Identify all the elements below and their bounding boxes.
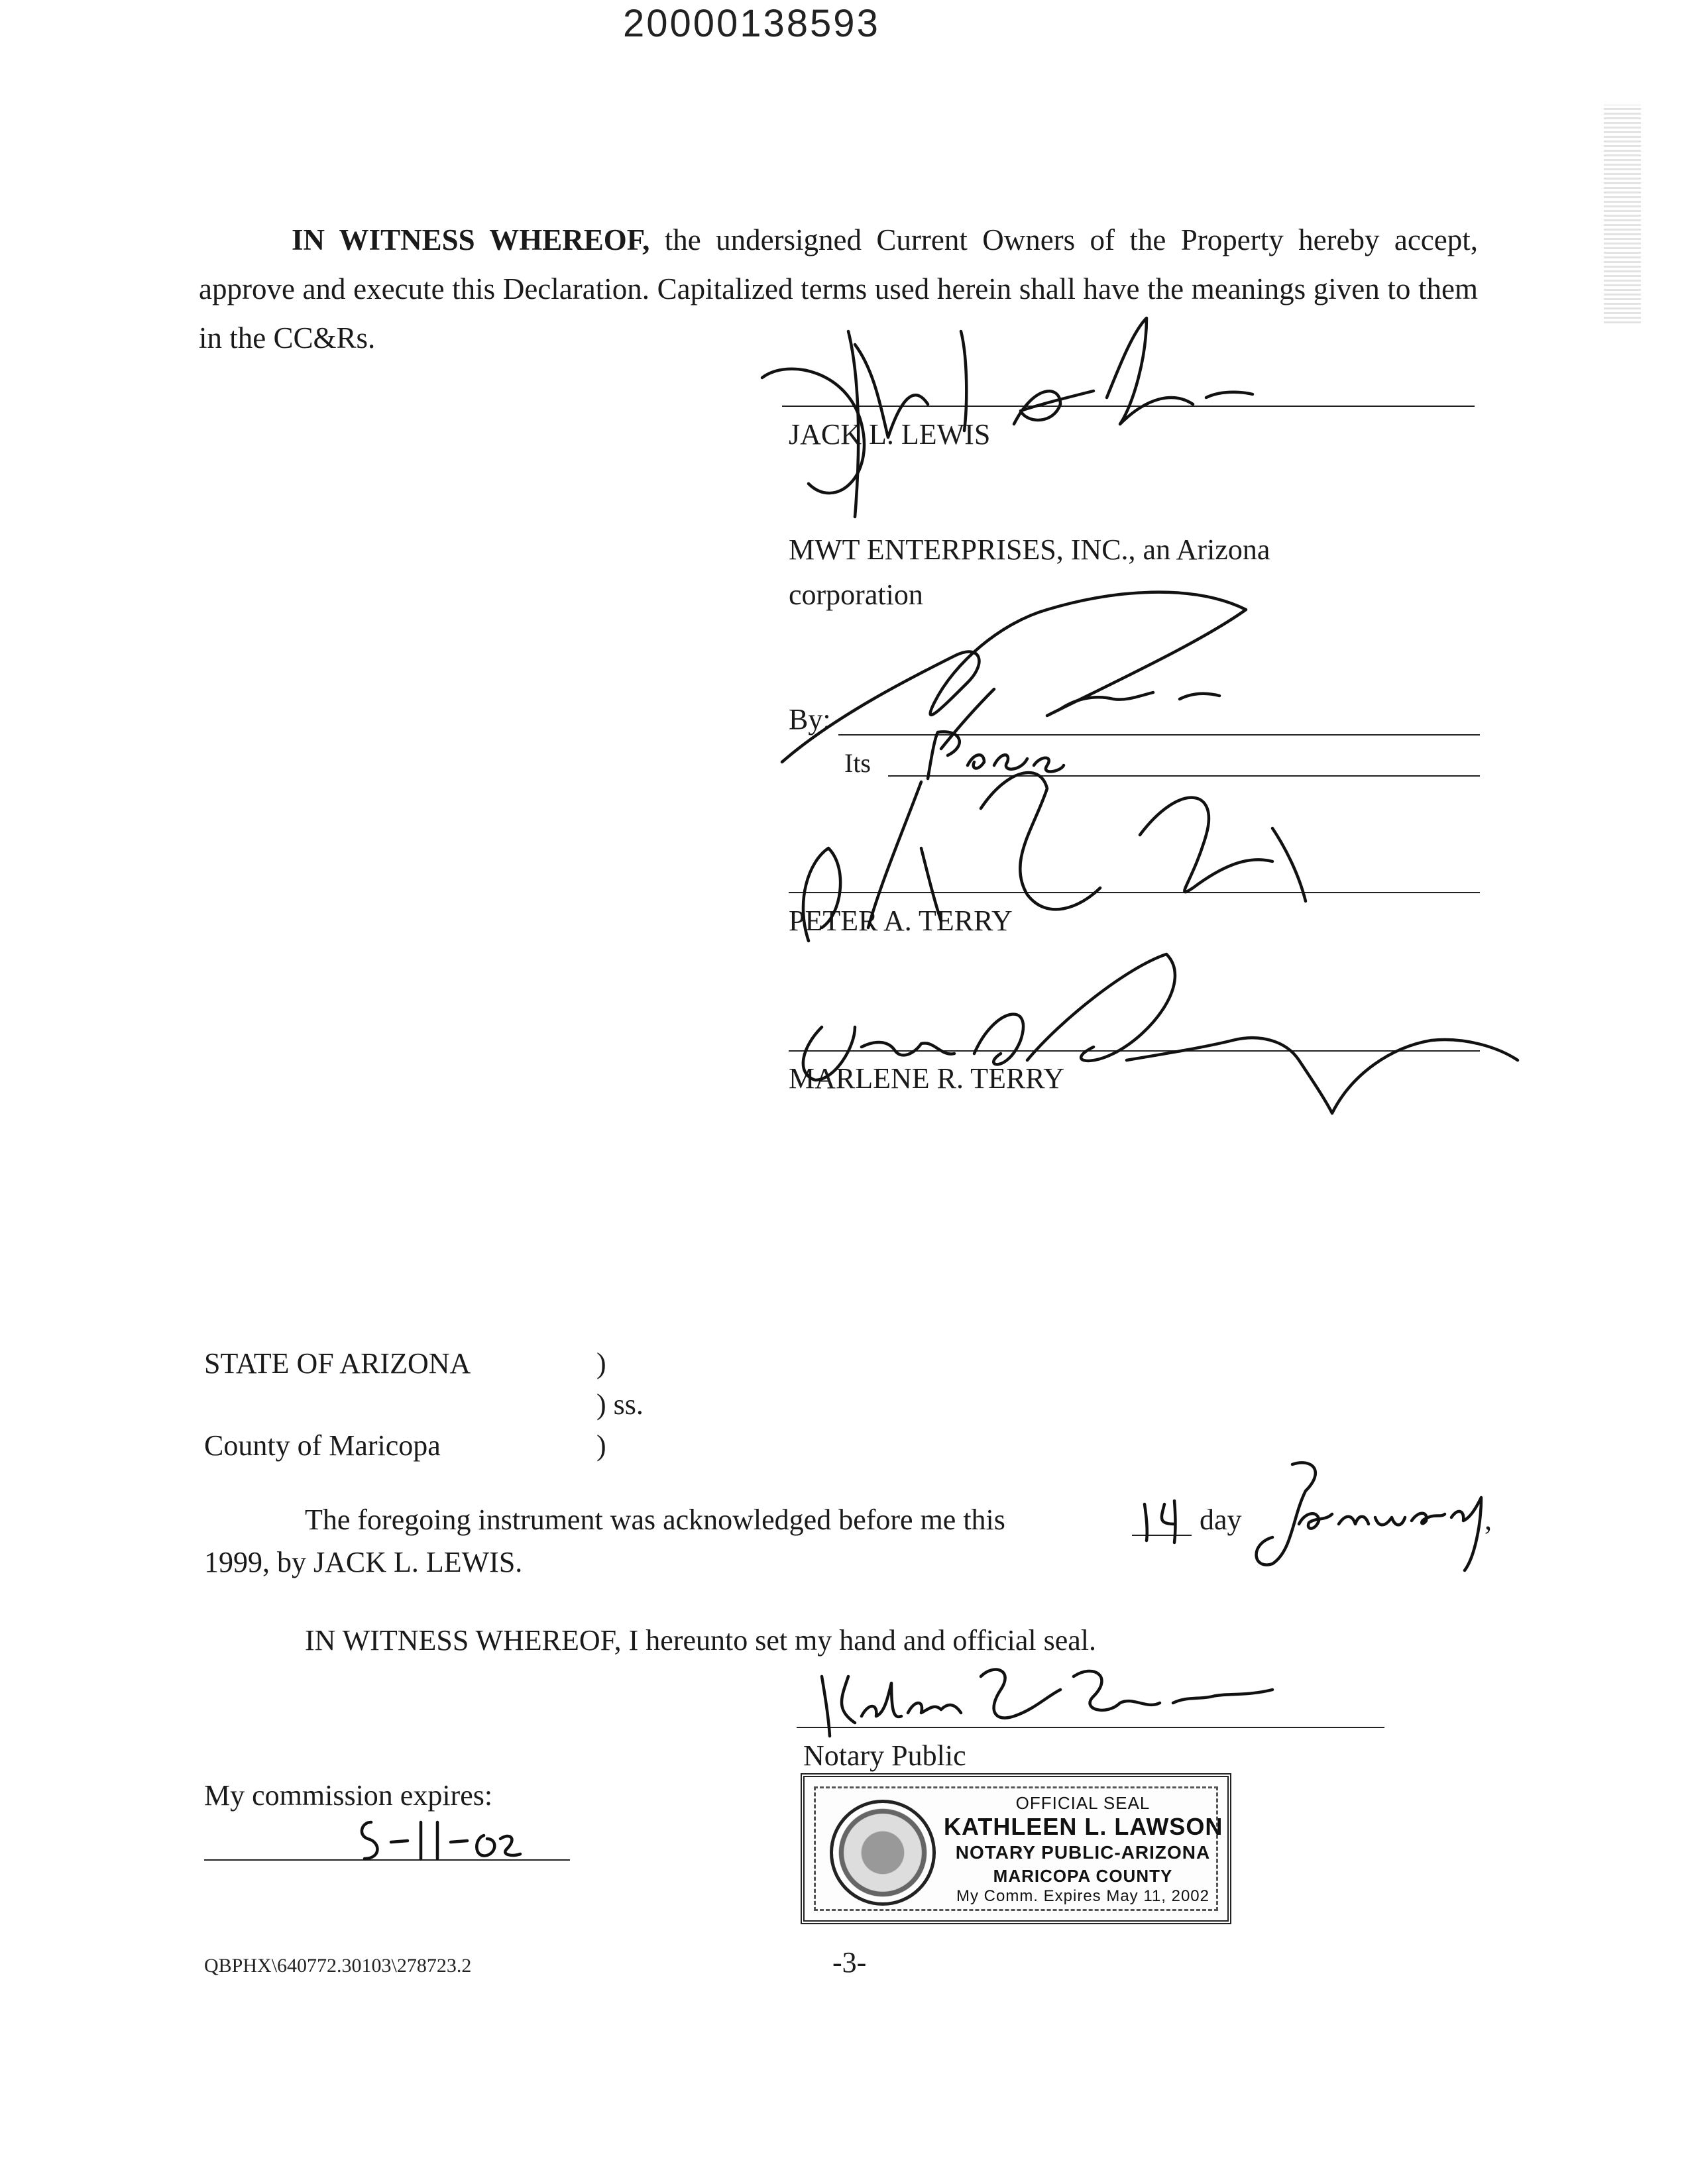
- page-number: -3-: [832, 1946, 867, 1979]
- day-handwriting: [1135, 1491, 1201, 1544]
- its-label: Its: [844, 748, 871, 778]
- marlene-terry-signature: [782, 928, 1524, 1126]
- acknowledgment-witness-line: IN WITNESS WHEREOF, I hereunto set my hand and official seal.: [305, 1624, 1097, 1657]
- notary-official-seal: [801, 1773, 1231, 1924]
- company-line-1: MWT ENTERPRISES, INC., an Arizona: [789, 533, 1270, 566]
- arizona-state-seal-icon: [830, 1800, 936, 1906]
- seal-line-4: MARICOPA COUNTY: [993, 1866, 1173, 1886]
- acknowledgment-day-word: day: [1200, 1503, 1242, 1536]
- file-code: QBPHX\640772.30103\278723.2: [204, 1955, 472, 1977]
- witness-lead: IN WITNESS WHEREOF,: [292, 223, 650, 256]
- venue-ss: ) ss.: [596, 1388, 644, 1421]
- seal-line-3: NOTARY PUBLIC-ARIZONA: [955, 1842, 1211, 1863]
- marlene-terry-name: MARLENE R. TERRY: [789, 1062, 1065, 1095]
- jack-lewis-signature: [749, 292, 1266, 530]
- venue-paren-open: ): [596, 1347, 606, 1380]
- commission-date-handwriting: [351, 1809, 524, 1869]
- acknowledgment-comma: ,: [1485, 1503, 1492, 1536]
- company-line-2: corporation: [789, 578, 923, 611]
- seal-line-1: OFFICIAL SEAL: [1015, 1793, 1151, 1813]
- venue-county: County of Maricopa: [204, 1429, 441, 1462]
- jack-lewis-name: JACK L. LEWIS: [789, 418, 991, 451]
- notary-signature: [815, 1650, 1279, 1743]
- scan-artifact-strip: [1604, 105, 1641, 323]
- recording-number: 20000138593: [623, 2, 880, 45]
- acknowledgment-line-1: The foregoing instrument was acknowledged before me this: [305, 1503, 1005, 1536]
- month-handwriting: [1253, 1451, 1498, 1584]
- by-label: By:: [789, 703, 831, 736]
- venue-state: STATE OF ARIZONA: [204, 1347, 471, 1380]
- seal-line-2: KATHLEEN L. LAWSON: [944, 1813, 1223, 1840]
- peter-terry-signature: [769, 729, 1325, 948]
- seal-line-5: My Comm. Expires May 11, 2002: [956, 1887, 1209, 1905]
- witness-text: the undersigned Current Owners of the Property hereby accept, approve and execute this Declaration. Capitalized terms used herein shall have the meanings given to them in the CC&Rs.: [199, 223, 1479, 355]
- peter-terry-name: PETER A. TERRY: [789, 904, 1013, 937]
- commission-expires-label: My commission expires:: [204, 1779, 493, 1812]
- venue-paren-close: ): [596, 1429, 606, 1462]
- acknowledgment-line-2: 1999, by JACK L. LEWIS.: [204, 1546, 523, 1578]
- notary-public-label: Notary Public: [803, 1739, 966, 1772]
